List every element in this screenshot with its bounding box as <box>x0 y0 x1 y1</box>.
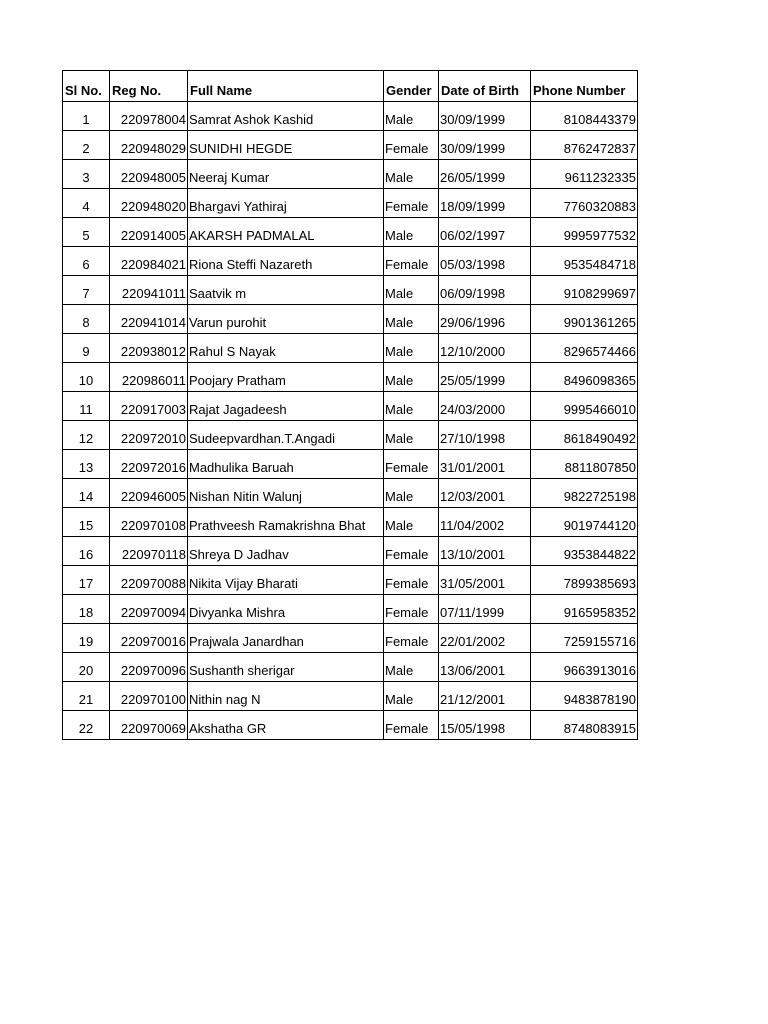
cell-gender: Male <box>384 392 439 421</box>
header-date-of-birth: Date of Birth <box>439 71 531 102</box>
cell-reg-no: 220978004 <box>110 102 188 131</box>
cell-date-of-birth: 26/05/1999 <box>439 160 531 189</box>
table-row <box>63 392 638 421</box>
cell-gender: Female <box>384 566 439 595</box>
cell-reg-no: 220948020 <box>110 189 188 218</box>
cell-phone-number: 9822725198 <box>531 479 638 508</box>
cell-sl-no: 20 <box>63 653 110 682</box>
table-row <box>63 305 638 334</box>
cell-full-name: Divyanka Mishra <box>188 595 384 624</box>
cell-gender: Male <box>384 102 439 131</box>
cell-phone-number: 8762472837 <box>531 131 638 160</box>
header-row <box>63 71 638 102</box>
cell-date-of-birth: 06/09/1998 <box>439 276 531 305</box>
cell-date-of-birth: 11/04/2002 <box>439 508 531 537</box>
cell-sl-no: 15 <box>63 508 110 537</box>
cell-sl-no: 4 <box>63 189 110 218</box>
cell-sl-no: 10 <box>63 363 110 392</box>
cell-phone-number: 9611232335 <box>531 160 638 189</box>
cell-full-name: Rahul S Nayak <box>188 334 384 363</box>
header-phone-number: Phone Number <box>531 71 638 102</box>
cell-reg-no: 220970096 <box>110 653 188 682</box>
cell-gender: Male <box>384 653 439 682</box>
cell-gender: Male <box>384 363 439 392</box>
cell-sl-no: 14 <box>63 479 110 508</box>
cell-phone-number: 8618490492 <box>531 421 638 450</box>
table-body <box>63 102 638 740</box>
cell-reg-no: 220970100 <box>110 682 188 711</box>
cell-sl-no: 9 <box>63 334 110 363</box>
cell-reg-no: 220941014 <box>110 305 188 334</box>
table-row <box>63 653 638 682</box>
table-row <box>63 160 638 189</box>
table-row <box>63 711 638 740</box>
student-table <box>62 70 638 740</box>
table-row <box>63 276 638 305</box>
cell-sl-no: 16 <box>63 537 110 566</box>
cell-sl-no: 22 <box>63 711 110 740</box>
cell-gender: Female <box>384 711 439 740</box>
table-row <box>63 537 638 566</box>
cell-phone-number: 8108443379 <box>531 102 638 131</box>
cell-date-of-birth: 31/05/2001 <box>439 566 531 595</box>
cell-phone-number: 9995466010 <box>531 392 638 421</box>
cell-gender: Female <box>384 247 439 276</box>
cell-sl-no: 18 <box>63 595 110 624</box>
cell-sl-no: 6 <box>63 247 110 276</box>
cell-full-name: Akshatha GR <box>188 711 384 740</box>
cell-date-of-birth: 05/03/1998 <box>439 247 531 276</box>
cell-gender: Male <box>384 508 439 537</box>
cell-reg-no: 220986011 <box>110 363 188 392</box>
cell-date-of-birth: 12/10/2000 <box>439 334 531 363</box>
cell-full-name: Rajat Jagadeesh <box>188 392 384 421</box>
cell-date-of-birth: 21/12/2001 <box>439 682 531 711</box>
cell-gender: Female <box>384 624 439 653</box>
cell-sl-no: 13 <box>63 450 110 479</box>
cell-date-of-birth: 30/09/1999 <box>439 131 531 160</box>
cell-date-of-birth: 18/09/1999 <box>439 189 531 218</box>
cell-gender: Female <box>384 450 439 479</box>
table-row <box>63 218 638 247</box>
cell-sl-no: 1 <box>63 102 110 131</box>
cell-date-of-birth: 24/03/2000 <box>439 392 531 421</box>
cell-reg-no: 220938012 <box>110 334 188 363</box>
cell-sl-no: 11 <box>63 392 110 421</box>
cell-date-of-birth: 27/10/1998 <box>439 421 531 450</box>
cell-date-of-birth: 15/05/1998 <box>439 711 531 740</box>
cell-gender: Male <box>384 276 439 305</box>
cell-gender: Male <box>384 218 439 247</box>
cell-phone-number: 9353844822 <box>531 537 638 566</box>
cell-full-name: Nithin nag N <box>188 682 384 711</box>
header-gender: Gender <box>384 71 439 102</box>
header-sl-no: Sl No. <box>63 71 110 102</box>
cell-sl-no: 17 <box>63 566 110 595</box>
cell-phone-number: 9483878190 <box>531 682 638 711</box>
table-row <box>63 102 638 131</box>
cell-gender: Female <box>384 131 439 160</box>
table-row <box>63 682 638 711</box>
cell-phone-number: 8496098365 <box>531 363 638 392</box>
cell-phone-number: 9995977532 <box>531 218 638 247</box>
cell-full-name: Madhulika Baruah <box>188 450 384 479</box>
cell-phone-number: 7760320883 <box>531 189 638 218</box>
cell-date-of-birth: 29/06/1996 <box>439 305 531 334</box>
cell-reg-no: 220970108 <box>110 508 188 537</box>
cell-phone-number: 8296574466 <box>531 334 638 363</box>
cell-phone-number: 7899385693 <box>531 566 638 595</box>
cell-date-of-birth: 07/11/1999 <box>439 595 531 624</box>
cell-full-name: Nikita Vijay Bharati <box>188 566 384 595</box>
table-row <box>63 131 638 160</box>
cell-phone-number: 8811807850 <box>531 450 638 479</box>
table-row <box>63 595 638 624</box>
cell-phone-number: 7259155716 <box>531 624 638 653</box>
cell-reg-no: 220946005 <box>110 479 188 508</box>
table-row <box>63 624 638 653</box>
cell-full-name: SUNIDHI HEGDE <box>188 131 384 160</box>
cell-gender: Female <box>384 595 439 624</box>
cell-phone-number: 9535484718 <box>531 247 638 276</box>
header-reg-no: Reg No. <box>110 71 188 102</box>
cell-gender: Male <box>384 682 439 711</box>
cell-phone-number: 9019744120 <box>531 508 638 537</box>
cell-sl-no: 19 <box>63 624 110 653</box>
cell-date-of-birth: 31/01/2001 <box>439 450 531 479</box>
cell-phone-number: 9165958352 <box>531 595 638 624</box>
cell-phone-number: 9108299697 <box>531 276 638 305</box>
cell-reg-no: 220941011 <box>110 276 188 305</box>
table-row <box>63 247 638 276</box>
cell-date-of-birth: 30/09/1999 <box>439 102 531 131</box>
cell-sl-no: 3 <box>63 160 110 189</box>
cell-reg-no: 220970118 <box>110 537 188 566</box>
cell-full-name: Sudeepvardhan.T.Angadi <box>188 421 384 450</box>
table-row <box>63 566 638 595</box>
cell-date-of-birth: 06/02/1997 <box>439 218 531 247</box>
table-row <box>63 363 638 392</box>
cell-gender: Male <box>384 160 439 189</box>
cell-gender: Male <box>384 421 439 450</box>
cell-gender: Male <box>384 305 439 334</box>
table-row <box>63 421 638 450</box>
table-row <box>63 508 638 537</box>
cell-reg-no: 220948029 <box>110 131 188 160</box>
cell-phone-number: 9663913016 <box>531 653 638 682</box>
cell-date-of-birth: 12/03/2001 <box>439 479 531 508</box>
cell-full-name: Sushanth sherigar <box>188 653 384 682</box>
cell-sl-no: 7 <box>63 276 110 305</box>
cell-full-name: AKARSH PADMALAL <box>188 218 384 247</box>
cell-sl-no: 5 <box>63 218 110 247</box>
cell-reg-no: 220970069 <box>110 711 188 740</box>
cell-full-name: Prathveesh Ramakrishna Bhat <box>188 508 384 537</box>
header-full-name: Full Name <box>188 71 384 102</box>
table-row <box>63 189 638 218</box>
cell-reg-no: 220917003 <box>110 392 188 421</box>
cell-reg-no: 220914005 <box>110 218 188 247</box>
cell-full-name: Nishan Nitin Walunj <box>188 479 384 508</box>
cell-reg-no: 220970094 <box>110 595 188 624</box>
cell-full-name: Neeraj Kumar <box>188 160 384 189</box>
cell-sl-no: 12 <box>63 421 110 450</box>
cell-reg-no: 220970088 <box>110 566 188 595</box>
cell-sl-no: 8 <box>63 305 110 334</box>
cell-full-name: Samrat Ashok Kashid <box>188 102 384 131</box>
cell-reg-no: 220984021 <box>110 247 188 276</box>
cell-full-name: Shreya D Jadhav <box>188 537 384 566</box>
table-row <box>63 334 638 363</box>
cell-gender: Male <box>384 334 439 363</box>
cell-phone-number: 8748083915 <box>531 711 638 740</box>
cell-gender: Female <box>384 189 439 218</box>
cell-full-name: Saatvik m <box>188 276 384 305</box>
cell-date-of-birth: 22/01/2002 <box>439 624 531 653</box>
table-row <box>63 450 638 479</box>
cell-full-name: Riona Steffi Nazareth <box>188 247 384 276</box>
cell-reg-no: 220970016 <box>110 624 188 653</box>
cell-date-of-birth: 25/05/1999 <box>439 363 531 392</box>
table-row <box>63 479 638 508</box>
cell-reg-no: 220972010 <box>110 421 188 450</box>
cell-full-name: Varun purohit <box>188 305 384 334</box>
cell-date-of-birth: 13/10/2001 <box>439 537 531 566</box>
cell-full-name: Bhargavi Yathiraj <box>188 189 384 218</box>
cell-phone-number: 9901361265 <box>531 305 638 334</box>
cell-date-of-birth: 13/06/2001 <box>439 653 531 682</box>
cell-reg-no: 220972016 <box>110 450 188 479</box>
cell-full-name: Poojary Pratham <box>188 363 384 392</box>
cell-full-name: Prajwala Janardhan <box>188 624 384 653</box>
cell-sl-no: 2 <box>63 131 110 160</box>
cell-sl-no: 21 <box>63 682 110 711</box>
cell-gender: Male <box>384 479 439 508</box>
cell-reg-no: 220948005 <box>110 160 188 189</box>
cell-gender: Female <box>384 537 439 566</box>
